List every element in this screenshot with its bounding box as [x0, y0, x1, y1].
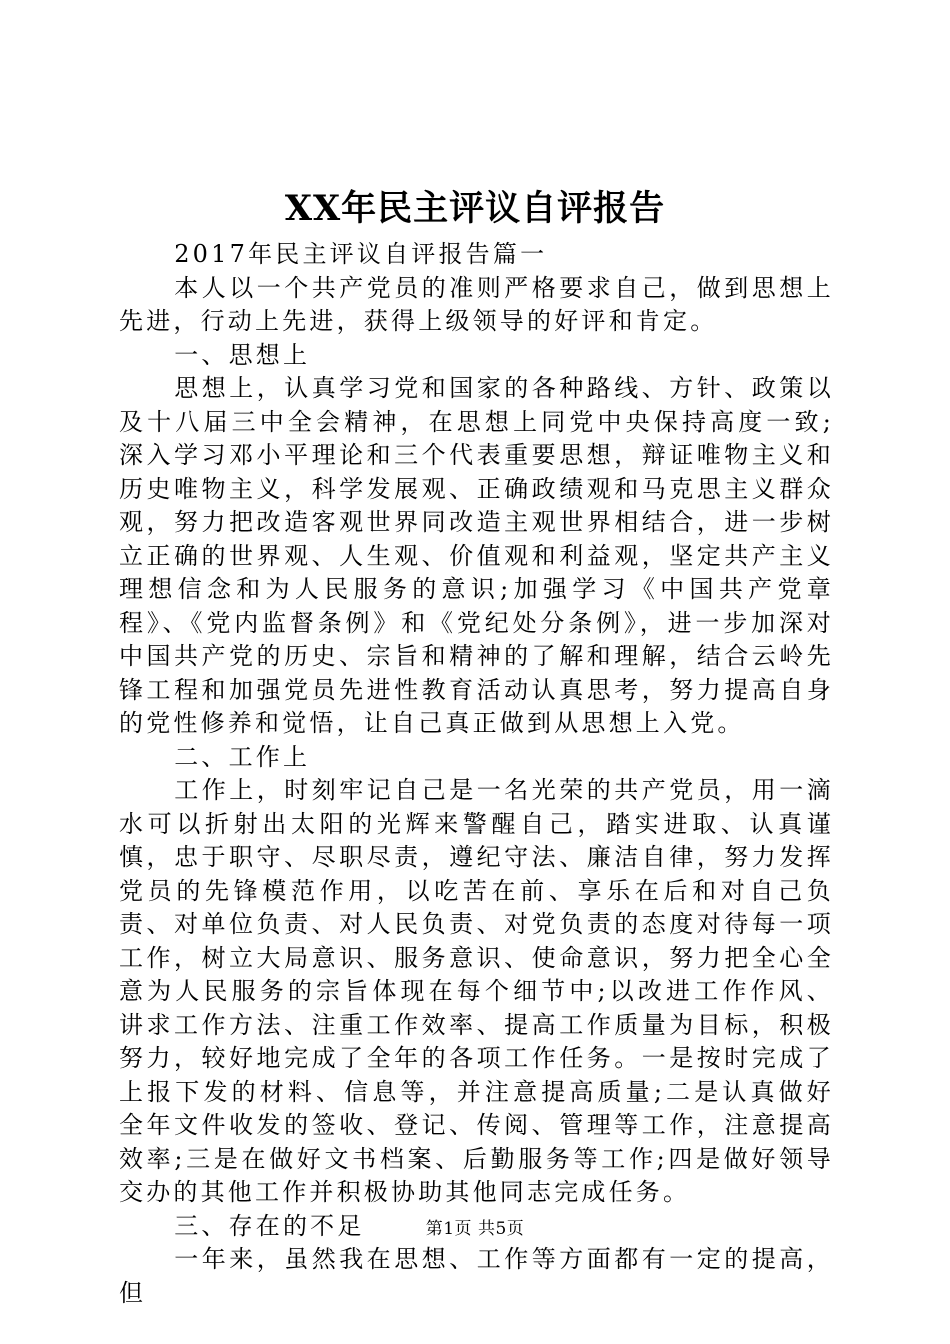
document-body — [119, 238, 834, 1310]
section-heading-work: 二、工作上 — [174, 742, 311, 771]
shortcomings-paragraph: 一年来，虽然我在思想、工作等方面都有一定的提高，但 — [119, 1245, 834, 1307]
section-heading-thought: 一、思想上 — [174, 340, 311, 369]
section-heading-shortcomings: 三、存在的不足 — [174, 1211, 365, 1240]
document-title: XX年民主评议自评报告 — [284, 188, 666, 229]
page-number-footer: 第1页 共5页 — [425, 1219, 525, 1239]
work-paragraph: 工作上，时刻牢记自己是一名光荣的共产党员，用一滴水可以折射出太阳的光辉来警醒自己，踏实进取、认真谨慎，忠于职守、尽职尽责，遵纪守法、廉洁自律，努力发挥党员的先锋模范作用，以吃苦在前、享乐在后和对自己负责、对单位负责、对人民负责、对党负责的态度对待每一项工作，树立大局意识、服务意识、使命意识，努力把全心全意为人民服务的宗旨体现在每个细节中;以改进工作作风、讲求工作方法、注重工作效率、提高工作质量为目标，积极努力，较好地完成了全年的各项工作任务。一是按时完成了上报下发的材料、信息等，并注意提高质量;二是认真做好全年文件收发的签收、登记、传阅、管理等工作，注意提高效率;三是在做好文书档案、后勤服务等工作;四是做好领导交办的其他工作并积极协助其他同志完成任务。 — [119, 776, 834, 1206]
thought-paragraph: 思想上，认真学习党和国家的各种路线、方针、政策以及十八届三中全会精神，在思想上同党中央保持高度一致;深入学习邓小平理论和三个代表重要思想，辩证唯物主义和历史唯物主义，科学发展观、正确政绩观和马克思主义群众观，努力把改造客观世界同改造主观世界相结合，进一步树立正确的世界观、人生观、价值观和利益观，坚定共产主义理想信念和为人民服务的意识;加强学习《中国共产党章程》、《党内监督条例》和《党纪处分条例》，进一步加深对中国共产党的历史、宗旨和精神的了解和理解，结合云岭先锋工程和加强党员先进性教育活动认真思考，努力提高自身的党性修养和觉悟，让自己真正做到从思想上入党。 — [119, 374, 834, 737]
intro-paragraph: 本人以一个共产党员的准则严格要求自己，做到思想上先进，行动上先进，获得上级领导的好评和肯定。 — [119, 273, 834, 335]
subtitle-paragraph: 2017年民主评议自评报告篇一 — [174, 240, 548, 268]
